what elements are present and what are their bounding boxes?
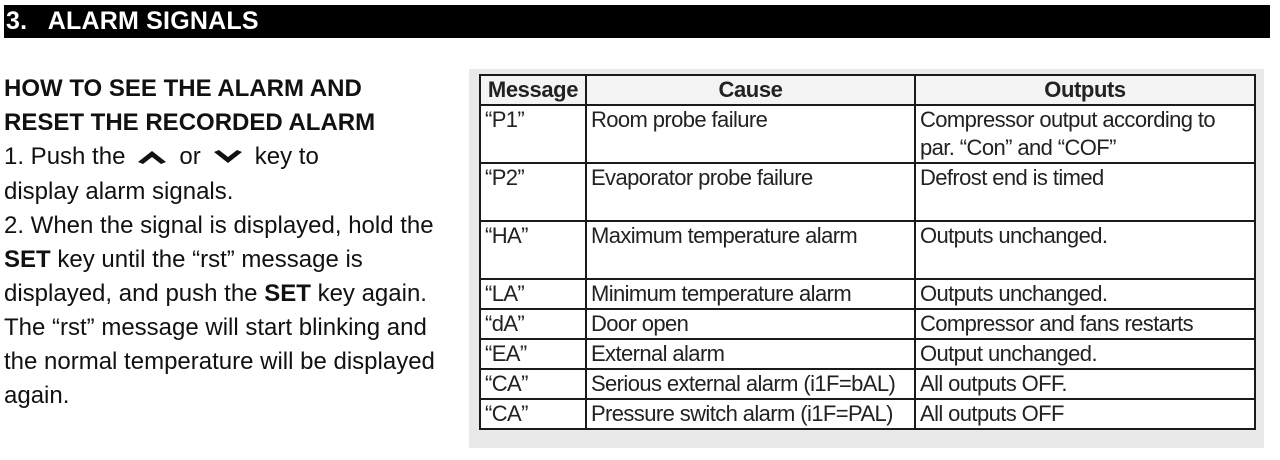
set-key-label: SET xyxy=(264,279,311,307)
step-1-prefix: 1. Push the xyxy=(4,143,126,170)
step-1-line-2: display alarm signals. xyxy=(4,177,234,205)
step-1-or: or xyxy=(179,143,201,170)
cell-message: “CA” xyxy=(480,369,586,399)
section-title: ALARM SIGNALS xyxy=(47,7,259,35)
step-2 xyxy=(4,209,454,413)
cell-message: “P1” xyxy=(480,105,586,163)
table-row xyxy=(480,279,1255,309)
chevron-down-icon xyxy=(213,141,243,175)
step-2-text-2: key until the “rst” message is displayed, and push the xyxy=(4,245,363,307)
table-row xyxy=(480,309,1255,339)
cell-outputs: Output unchanged. xyxy=(915,339,1255,369)
cell-message: “EA” xyxy=(480,339,586,369)
step-2-text-3: key again. The “rst” message will start blinking and the normal temperature will be displayed again. xyxy=(4,279,435,409)
table-row xyxy=(480,221,1255,279)
cell-cause: External alarm xyxy=(586,339,915,369)
section-header xyxy=(4,5,1270,38)
heading-line-2: RESET THE RECORDED ALARM xyxy=(4,109,376,136)
step-2-text-1: 2. When the signal is displayed, hold the xyxy=(4,211,434,239)
cell-outputs: Outputs unchanged. xyxy=(915,221,1255,279)
cell-cause: Room probe failure xyxy=(586,105,915,163)
alarm-table xyxy=(479,74,1256,430)
table-header-row xyxy=(480,75,1255,105)
cell-outputs: All outputs OFF. xyxy=(915,369,1255,399)
section-number: 3. xyxy=(6,7,28,35)
cell-cause: Evaporator probe failure xyxy=(586,163,915,221)
cell-cause: Maximum temperature alarm xyxy=(586,221,915,279)
cell-message: “LA” xyxy=(480,279,586,309)
cell-cause: Pressure switch alarm (i1F=PAL) xyxy=(586,399,915,429)
cell-outputs: Compressor and fans restarts xyxy=(915,309,1255,339)
table-row xyxy=(480,339,1255,369)
cell-message: “P2” xyxy=(480,163,586,221)
cell-cause: Serious external alarm (i1F=bAL) xyxy=(586,369,915,399)
alarm-table-frame xyxy=(469,69,1264,448)
header-outputs: Outputs xyxy=(915,75,1255,105)
header-cause: Cause xyxy=(586,75,915,105)
cell-message: “dA” xyxy=(480,309,586,339)
cell-outputs: All outputs OFF xyxy=(915,399,1255,429)
instructions-panel xyxy=(4,72,454,413)
table-row xyxy=(480,105,1255,163)
instructions-heading xyxy=(4,72,454,140)
cell-outputs: Outputs unchanged. xyxy=(915,279,1255,309)
cell-cause: Minimum temperature alarm xyxy=(586,279,915,309)
cell-outputs: Defrost end is timed xyxy=(915,163,1255,221)
table-row xyxy=(480,163,1255,221)
cell-outputs: Compressor output according to par. “Con” and “COF” xyxy=(915,105,1255,163)
header-message: Message xyxy=(480,75,586,105)
set-key-label: SET xyxy=(4,245,51,273)
heading-line-1: HOW TO SEE THE ALARM AND xyxy=(4,75,362,102)
step-1-suffix: key to xyxy=(254,143,319,170)
table-row xyxy=(480,399,1255,429)
chevron-up-icon xyxy=(137,141,167,175)
cell-cause: Door open xyxy=(586,309,915,339)
table-row xyxy=(480,369,1255,399)
cell-message: “CA” xyxy=(480,399,586,429)
cell-message: “HA” xyxy=(480,221,586,279)
step-1 xyxy=(4,140,454,209)
